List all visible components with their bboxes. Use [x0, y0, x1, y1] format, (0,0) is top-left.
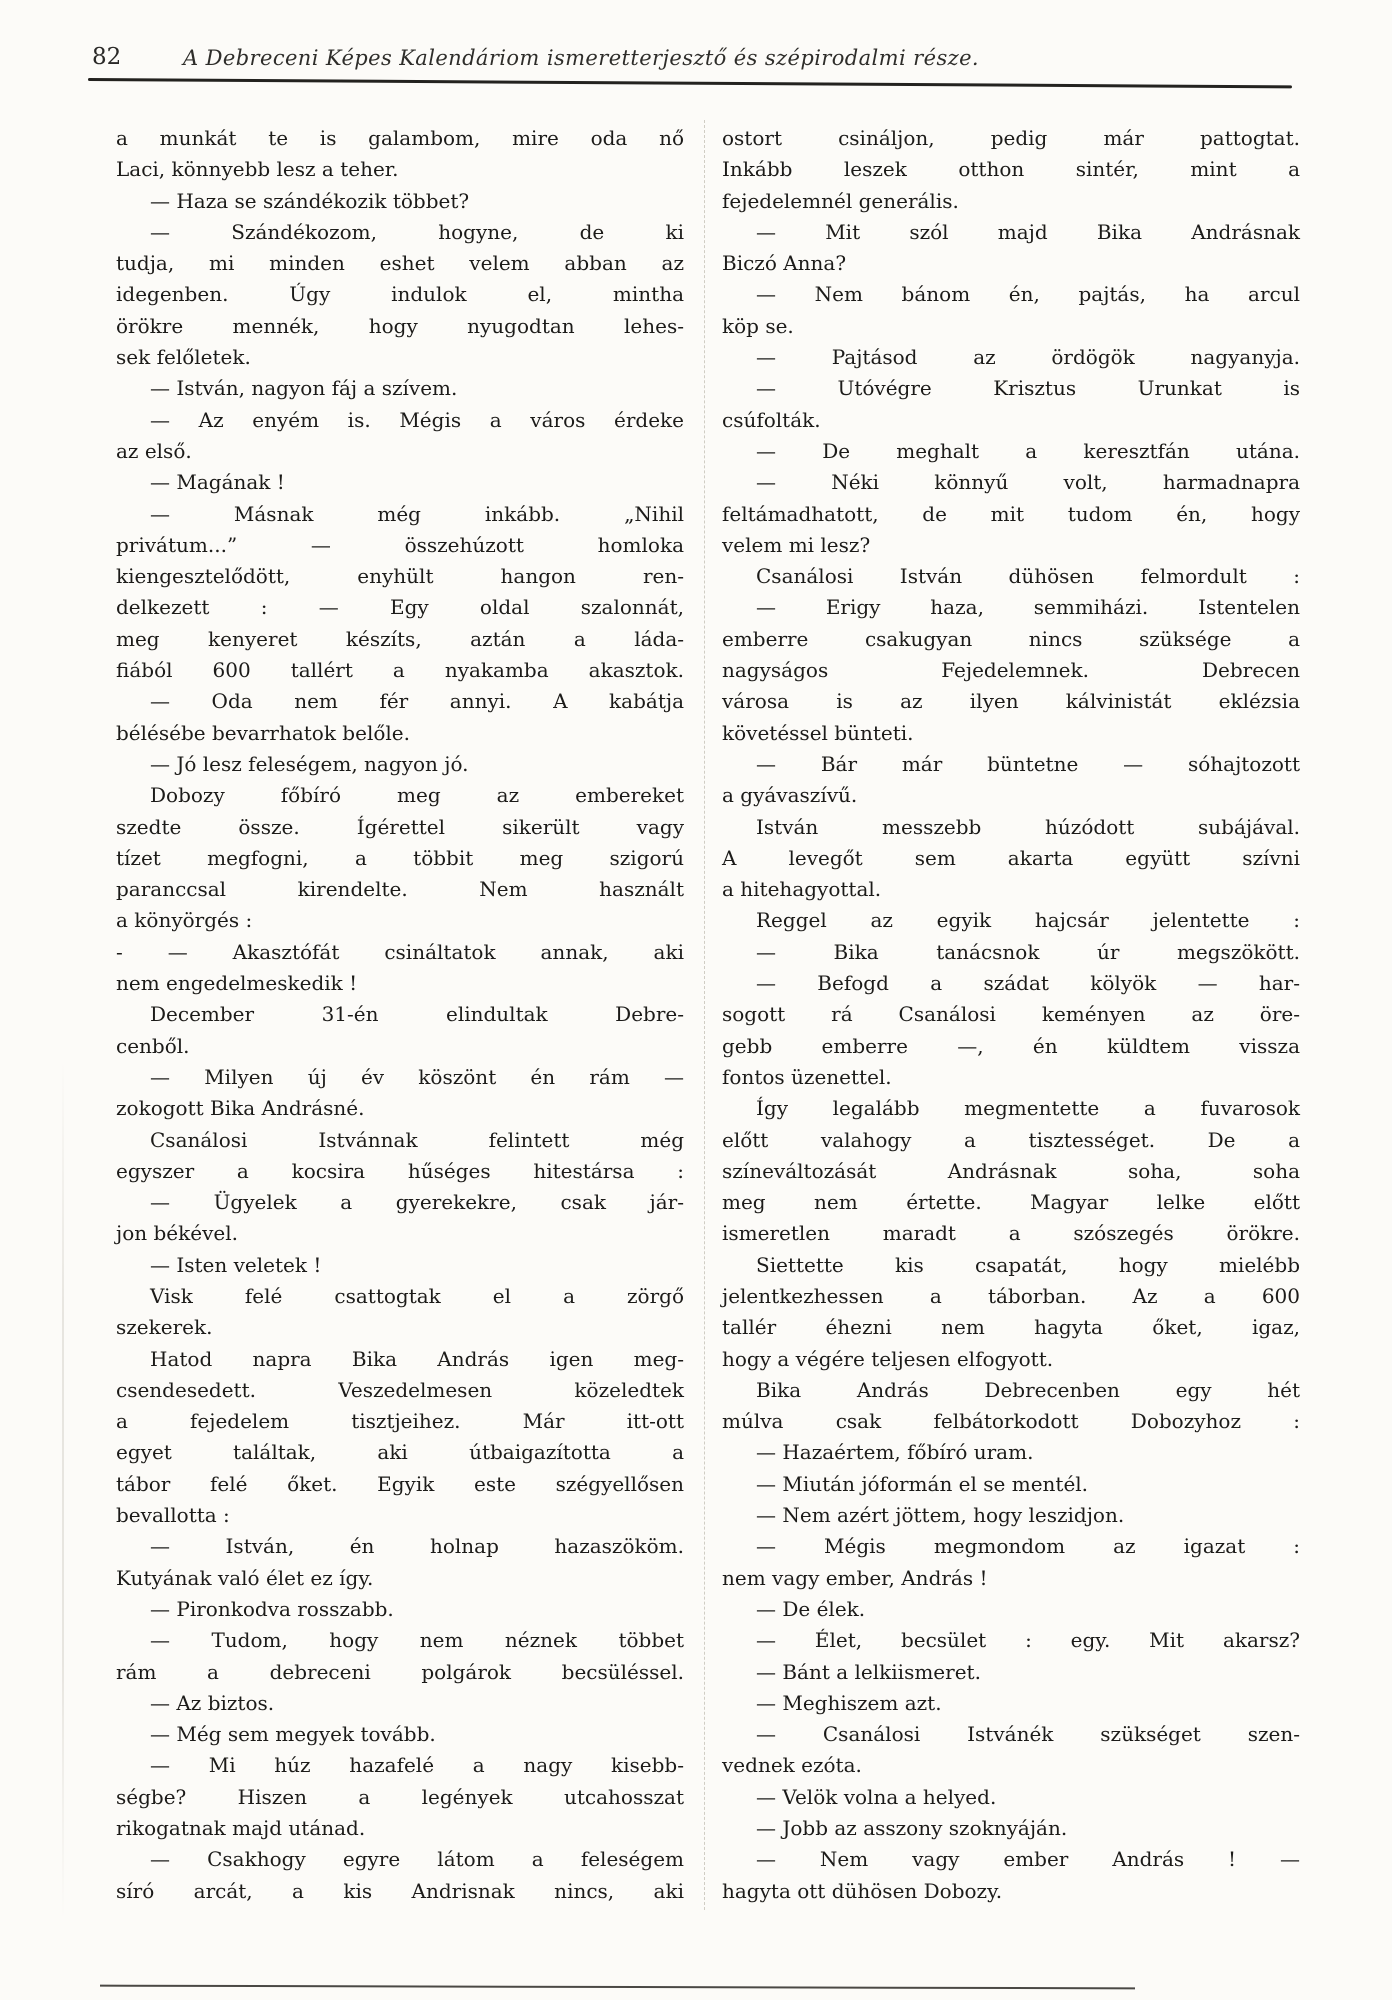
text-line: bevallotta :	[116, 1503, 230, 1528]
text-line: Kutyának való élet ez így.	[116, 1565, 374, 1590]
page-number: 82	[92, 44, 122, 70]
text-line: örökre mennék, hogy nyugodtan lehes-	[116, 313, 684, 338]
text-line: — Tudom, hogy nem néznek többet	[150, 1628, 684, 1653]
text-line: — Velök volna a helyed.	[756, 1784, 997, 1809]
text-line: tudja, mi minden eshet velem abban az	[116, 251, 684, 276]
text-line: hagyta ott dühösen Dobozy.	[722, 1878, 1003, 1903]
text-line: cenből.	[116, 1033, 190, 1058]
text-line: paranccsal kirendelte. Nem használt	[116, 877, 684, 902]
text-line: — Milyen új év köszönt én rám —	[150, 1064, 684, 1089]
text-line: — Isten veletek !	[150, 1252, 322, 1277]
scan-edge-artifact	[62, 1060, 64, 1920]
text-line: emberre csakugyan nincs szüksége a	[722, 626, 1300, 651]
text-line: sek felőletek.	[116, 345, 251, 370]
text-line: egyet találtak, aki útbaigazította a	[116, 1440, 684, 1465]
text-line: Bika András Debrecenben egy hét	[756, 1377, 1300, 1402]
text-line: nagyságos Fejedelemnek. Debrecen	[722, 658, 1300, 683]
text-line: — Utóvégre Krisztus Urunkat is	[756, 376, 1300, 401]
text-line: fejedelemnél generális.	[722, 188, 959, 213]
column-divider	[704, 120, 705, 1910]
text-line: múlva csak felbátorkodott Dobozyhoz :	[722, 1409, 1300, 1434]
text-line: tallér éhezni nem hagyta őket, igaz,	[722, 1315, 1300, 1340]
text-line: — Oda nem fér annyi. A kabátja	[150, 689, 684, 714]
text-line: feltámadhatott, de mit tudom én, hogy	[722, 501, 1300, 526]
text-line: hogy a végére teljesen elfogyott.	[722, 1346, 1054, 1371]
text-line: városa is az ilyen kálvinistát eklézsia	[722, 689, 1300, 714]
text-line: Így legalább megmentette a fuvarosok	[756, 1096, 1300, 1121]
text-line: meg nem értette. Magyar lelke előtt	[722, 1190, 1300, 1215]
text-line: — Az enyém is. Mégis a város érdeke	[150, 407, 684, 432]
text-line: fontos üzenettel.	[722, 1064, 892, 1089]
text-line: zokogott Bika Andrásné.	[116, 1096, 365, 1121]
text-line: síró arcát, a kis Andrisnak nincs, aki	[116, 1878, 684, 1903]
text-line: nem vagy ember, András !	[722, 1565, 988, 1590]
text-line: A levegőt sem akarta együtt szívni	[722, 845, 1300, 870]
text-line: — Nem bánom én, pajtás, ha arcul	[756, 282, 1300, 307]
text-line: előtt valahogy a tisztességet. De a	[722, 1127, 1300, 1152]
text-line: csúfolták.	[722, 407, 821, 432]
text-line: István messzebb húzódott subájával.	[756, 814, 1300, 839]
left-text-column	[116, 123, 684, 1907]
text-line: — Pajtásod az ördögök nagyanyja.	[756, 345, 1300, 370]
text-line: rám a debreceni polgárok becsüléssel.	[116, 1659, 684, 1684]
text-line: — Bánt a lelkiismeret.	[756, 1659, 981, 1684]
text-line: sogott rá Csanálosi keményen az öre-	[722, 1002, 1300, 1027]
text-line: delkezett : — Egy oldal szalonnát,	[116, 595, 684, 620]
text-line: — Még sem megyek tovább.	[150, 1722, 436, 1747]
text-line: — Mégis megmondom az igazat :	[756, 1534, 1300, 1559]
text-line: gebb emberre —, én küldtem vissza	[722, 1033, 1300, 1058]
text-line: jon békével.	[116, 1221, 238, 1246]
text-line: — Szándékozom, hogyne, de ki	[150, 219, 684, 244]
text-line: a gyávaszívű.	[722, 783, 858, 808]
text-line: ismeretlen maradt a szószegés örökre.	[722, 1221, 1300, 1246]
text-line: — Csanálosi Istvánék szükséget szen-	[756, 1722, 1300, 1747]
text-line: Siettette kis csapatát, hogy mielébb	[756, 1252, 1300, 1277]
text-line: — Élet, becsület : egy. Mit akarsz?	[756, 1628, 1300, 1653]
text-line: — Nem vagy ember András ! —	[756, 1847, 1300, 1872]
right-text-column	[722, 123, 1300, 1907]
text-line: — De meghalt a keresztfán utána.	[756, 438, 1300, 463]
text-line: fiából 600 tallért a nyakamba akasztok.	[116, 658, 684, 683]
text-line: — Bika tanácsnok úr megszökött.	[756, 939, 1300, 964]
text-line: a könyörgés :	[116, 908, 253, 933]
text-line: vednek ezóta.	[722, 1753, 862, 1778]
text-line: tábor felé őket. Egyik este szégyellősen	[116, 1471, 684, 1496]
text-line: nem engedelmeskedik !	[116, 971, 358, 996]
text-line: követéssel bünteti.	[722, 720, 914, 745]
running-title: A Debreceni Képes Kalendáriom ismeretterjesztő és szépirodalmi része.	[183, 46, 979, 70]
text-line: — De élek.	[756, 1596, 866, 1621]
text-line: — Bár már büntetne — sóhajtozott	[756, 751, 1300, 776]
text-line: Hatod napra Bika András igen meg-	[150, 1346, 684, 1371]
text-line: a munkát te is galambom, mire oda nő	[116, 126, 684, 150]
text-line: Csanálosi István dühösen felmordult :	[756, 564, 1300, 589]
text-line: — Haza se szándékozik többet?	[150, 188, 470, 213]
text-line: - — Akasztófát csináltatok annak, aki	[116, 939, 684, 964]
text-line: — Pironkodva rosszabb.	[150, 1596, 394, 1621]
text-line: velem mi lesz?	[722, 532, 871, 557]
text-line: kiengesztelődött, enyhült hangon ren-	[116, 564, 684, 589]
text-line: — Magának !	[150, 470, 285, 495]
text-line: December 31-én elindultak Debre-	[150, 1002, 684, 1027]
text-line: jelentkezhessen a táborban. Az a 600	[722, 1283, 1300, 1308]
text-line: — Befogd a szádat kölyök — har-	[756, 971, 1300, 996]
text-line: az első.	[116, 438, 192, 463]
text-line: privátum...” — összehúzott homloka	[116, 532, 684, 557]
text-line: Inkább leszek otthon sintér, mint a	[722, 157, 1300, 182]
text-line: — Az biztos.	[150, 1690, 275, 1715]
text-line: — Miután jóformán el se mentél.	[756, 1471, 1089, 1496]
text-line: bélésébe bevarrhatok belőle.	[116, 720, 410, 745]
text-line: csendesedett. Veszedelmesen közeledtek	[116, 1377, 684, 1402]
text-line: szedte össze. Ígérettel sikerült vagy	[116, 814, 684, 839]
text-line: tízet megfogni, a többit meg szigorú	[116, 845, 684, 870]
text-line: — Jó lesz feleségem, nagyon jó.	[150, 751, 469, 776]
text-line: — Csakhogy egyre látom a feleségem	[150, 1847, 684, 1872]
text-line: a fejedelem tisztjeihez. Már itt-ott	[116, 1409, 684, 1434]
text-line: — Erigy haza, semmiházi. Istentelen	[756, 595, 1300, 620]
text-line: Reggel az egyik hajcsár jelentette :	[756, 908, 1300, 933]
text-line: Laci, könnyebb lesz a teher.	[116, 157, 399, 182]
text-line: meg kenyeret készíts, aztán a láda-	[116, 626, 684, 651]
text-line: — Meghiszem azt.	[756, 1690, 942, 1715]
text-line: ostort csináljon, pedig már pattogtat.	[722, 126, 1300, 150]
scan-bottom-edge-line	[100, 1985, 1135, 1990]
text-line: — Jobb az asszony szoknyáján.	[756, 1816, 1068, 1841]
text-line: idegenben. Úgy indulok el, mintha	[116, 282, 684, 307]
text-line: — István, én holnap hazaszököm.	[150, 1534, 684, 1559]
text-line: színeváltozását Andrásnak soha, soha	[722, 1158, 1300, 1183]
text-line: Biczó Anna?	[722, 251, 847, 276]
text-line: a hitehagyottal.	[722, 877, 882, 902]
text-line: Dobozy főbíró meg az embereket	[150, 783, 684, 808]
text-line: — Hazaértem, főbíró uram.	[756, 1440, 1034, 1465]
text-line: — István, nagyon fáj a szívem.	[150, 376, 458, 401]
text-line: szekerek.	[116, 1315, 213, 1340]
header-rule	[88, 78, 1292, 88]
text-line: köp se.	[722, 313, 794, 338]
text-line: — Ügyelek a gyerekekre, csak jár-	[150, 1190, 684, 1215]
text-line: — Néki könnyű volt, harmadnapra	[756, 470, 1300, 495]
text-line: — Mit szól majd Bika Andrásnak	[756, 219, 1300, 244]
text-line: rikogatnak majd utánad.	[116, 1816, 366, 1841]
text-line: — Nem azért jöttem, hogy leszidjon.	[756, 1503, 1125, 1528]
text-line: — Mi húz hazafelé a nagy kisebb-	[150, 1753, 684, 1778]
text-line: Csanálosi Istvánnak felintett még	[150, 1127, 684, 1152]
text-line: ségbe? Hiszen a legények utcahosszat	[116, 1784, 684, 1809]
text-line: — Másnak még inkább. „Nihil	[150, 501, 684, 526]
text-line: egyszer a kocsira hűséges hitestársa :	[116, 1158, 684, 1183]
text-line: Visk felé csattogtak el a zörgő	[150, 1283, 684, 1308]
